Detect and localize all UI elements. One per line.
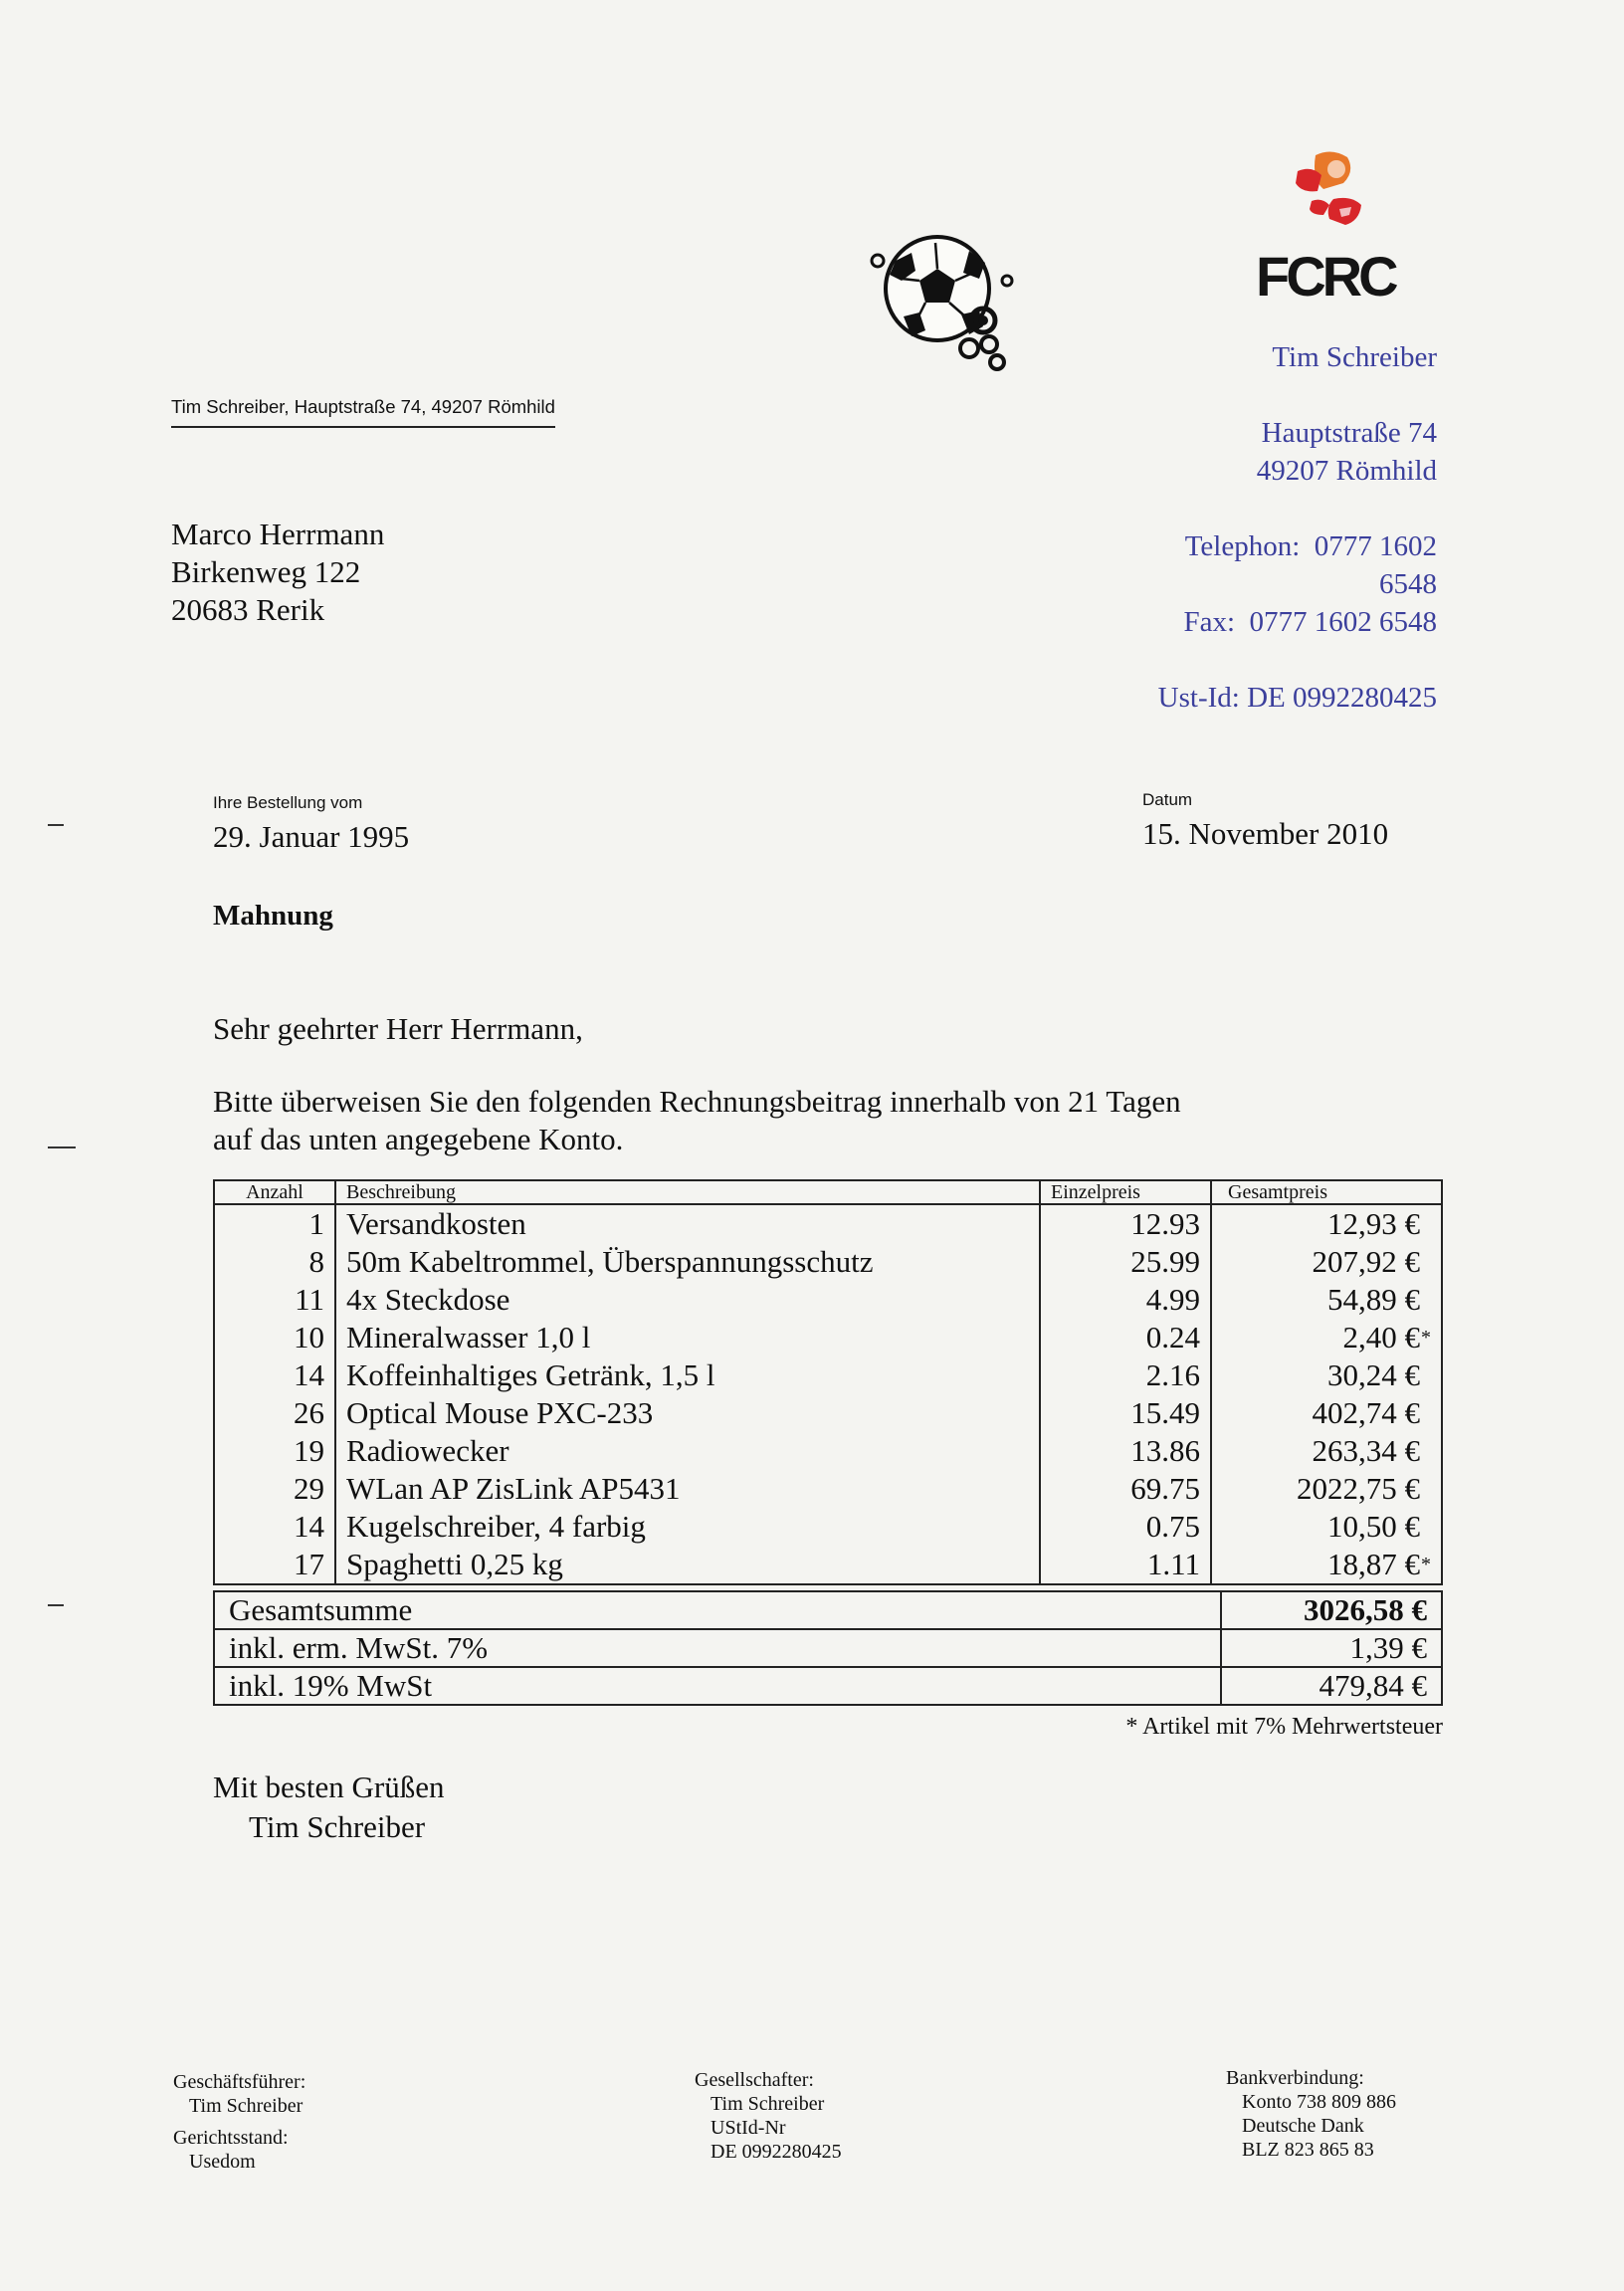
table-row <box>214 1470 1442 1508</box>
item-unit-price <box>1040 1508 1211 1546</box>
item-unit-price-text: 12.93 <box>1130 1206 1200 1241</box>
item-total-price <box>1211 1204 1442 1243</box>
item-qty-text: 1 <box>308 1206 324 1241</box>
item-qty <box>214 1546 335 1584</box>
item-total-price <box>1211 1394 1442 1432</box>
item-description-text: Koffeinhaltiges Getränk, 1,5 l <box>346 1357 715 1392</box>
footer-management <box>173 2070 305 2174</box>
item-description <box>335 1243 1040 1281</box>
item-unit-price <box>1040 1432 1211 1470</box>
col-header-desc: Beschreibung <box>335 1180 1040 1204</box>
item-description-text: 50m Kabeltrommel, Überspannungsschutz <box>346 1244 874 1279</box>
totals-table <box>213 1590 1443 1706</box>
sender-fax <box>1158 603 1437 641</box>
item-unit-price-text: 13.86 <box>1130 1433 1200 1468</box>
ustid-value: DE 0992280425 <box>710 2141 842 2163</box>
item-total-price <box>1211 1356 1442 1394</box>
item-total-price <box>1211 1470 1442 1508</box>
item-unit-price-text: 69.75 <box>1130 1471 1200 1506</box>
sender-phone <box>1158 527 1437 565</box>
vat7-value: 1,39 € <box>1221 1629 1442 1667</box>
company-logo <box>1252 149 1417 309</box>
footer-bank <box>1226 2066 1396 2162</box>
vat-footnote: * Artikel mit 7% Mehrwertsteuer <box>1125 1714 1443 1740</box>
item-unit-price <box>1040 1319 1211 1356</box>
order-date: 29. Januar 1995 <box>213 819 410 854</box>
sender-address-block <box>1158 338 1437 717</box>
sender-city: 49207 Römhild <box>1256 455 1437 487</box>
item-description <box>335 1470 1040 1508</box>
item-description-text: WLan AP ZisLink AP5431 <box>346 1471 681 1506</box>
item-total-price <box>1211 1319 1442 1356</box>
vat19-label: inkl. 19% MwSt <box>214 1667 1221 1705</box>
item-description <box>335 1432 1040 1470</box>
item-total-price-text: 12,93 € <box>1327 1206 1420 1241</box>
letter-date: 15. November 2010 <box>1142 816 1389 851</box>
sum-value: 3026,58 € <box>1221 1591 1442 1629</box>
court-label: Gerichtsstand: <box>173 2127 289 2149</box>
bank-account: Konto 738 809 886 <box>1242 2091 1396 2113</box>
sender-name: Tim Schreiber <box>1272 341 1437 373</box>
vat7-row <box>214 1629 1442 1667</box>
table-header-row <box>214 1180 1442 1204</box>
item-qty <box>214 1470 335 1508</box>
bank-name: Deutsche Dank <box>1242 2115 1364 2137</box>
body-line-1: Bitte überweisen Sie den folgenden Rechnungsbeitrag innerhalb von 21 Tagen <box>213 1084 1181 1119</box>
item-qty-text: 26 <box>294 1395 324 1430</box>
item-description-text: Optical Mouse PXC-233 <box>346 1395 654 1430</box>
item-description <box>335 1281 1040 1319</box>
col-header-qty: Anzahl <box>214 1180 335 1204</box>
order-date-label: Ihre Bestellung vom <box>213 793 363 812</box>
table-row <box>214 1243 1442 1281</box>
vat7-label: inkl. erm. MwSt. 7% <box>214 1629 1221 1667</box>
court-value: Usedom <box>189 2151 256 2173</box>
item-total-price-text: 263,34 € <box>1312 1433 1420 1468</box>
vat-star-marker: * <box>1421 1554 1431 1575</box>
item-total-price-text: 30,24 € <box>1327 1357 1420 1392</box>
item-qty-text: 19 <box>294 1433 324 1468</box>
item-unit-price <box>1040 1394 1211 1432</box>
sender-street: Hauptstraße 74 <box>1261 417 1437 449</box>
phone-label: Telephon: <box>1184 530 1301 562</box>
item-total-price <box>1211 1281 1442 1319</box>
phone-value-1: 0777 1602 <box>1314 530 1437 562</box>
date-label: Datum <box>1142 790 1193 809</box>
item-qty-text: 11 <box>295 1282 324 1317</box>
item-description <box>335 1204 1040 1243</box>
logo-text: FCRC <box>1256 245 1395 308</box>
item-qty <box>214 1394 335 1432</box>
item-qty-text: 14 <box>294 1357 324 1392</box>
item-qty-text: 10 <box>294 1320 324 1354</box>
item-total-price-text: 207,92 € <box>1312 1244 1420 1279</box>
item-unit-price-text: 15.49 <box>1130 1395 1200 1430</box>
ceo-name: Tim Schreiber <box>189 2095 304 2117</box>
vat19-value: 479,84 € <box>1221 1667 1442 1705</box>
recipient-name: Marco Herrmann <box>171 517 385 551</box>
sender-ustid <box>1158 679 1437 717</box>
item-total-price-text: 402,74 € <box>1312 1395 1420 1430</box>
item-total-price <box>1211 1508 1442 1546</box>
closing: Mit besten Grüßen <box>213 1770 445 1804</box>
ustid-label: UStId-Nr <box>710 2117 786 2139</box>
table-row <box>214 1394 1442 1432</box>
item-total-price-text: 54,89 € <box>1327 1282 1420 1317</box>
partner-label: Gesellschafter: <box>695 2069 814 2091</box>
item-description <box>335 1319 1040 1356</box>
signature: Tim Schreiber <box>249 1809 426 1844</box>
letter-subject: Mahnung <box>213 900 333 932</box>
table-row <box>214 1319 1442 1356</box>
recipient-street: Birkenweg 122 <box>171 554 361 589</box>
recipient-address <box>171 516 384 629</box>
item-qty <box>214 1432 335 1470</box>
ust-label: Ust-Id: <box>1157 682 1240 714</box>
item-total-price-text: 2022,75 € <box>1297 1471 1420 1506</box>
fax-value: 0777 1602 6548 <box>1249 606 1437 638</box>
item-unit-price-text: 4.99 <box>1145 1282 1200 1317</box>
item-unit-price <box>1040 1546 1211 1584</box>
item-description <box>335 1356 1040 1394</box>
table-row <box>214 1432 1442 1470</box>
item-description-text: Versandkosten <box>346 1206 526 1241</box>
item-description-text: Mineralwasser 1,0 l <box>346 1320 591 1354</box>
body-text <box>213 1083 1181 1158</box>
ust-value: DE 0992280425 <box>1247 682 1437 714</box>
col-header-total: Gesamtpreis <box>1211 1180 1442 1204</box>
item-total-price <box>1211 1546 1442 1584</box>
item-qty-text: 14 <box>294 1509 324 1544</box>
item-qty-text: 17 <box>294 1547 324 1581</box>
table-row <box>214 1356 1442 1394</box>
item-unit-price-text: 1.11 <box>1146 1547 1200 1581</box>
phone-value-2: 6548 <box>1379 568 1437 600</box>
item-total-price <box>1211 1432 1442 1470</box>
vat19-row <box>214 1667 1442 1705</box>
item-description <box>335 1394 1040 1432</box>
return-address: Tim Schreiber, Hauptstraße 74, 49207 Römhild <box>171 396 555 428</box>
partner-name: Tim Schreiber <box>710 2093 825 2115</box>
item-description <box>335 1508 1040 1546</box>
vat-star-marker: * <box>1421 1327 1431 1349</box>
table-row <box>214 1204 1442 1243</box>
item-description-text: Kugelschreiber, 4 farbig <box>346 1509 646 1544</box>
soccer-ball-illustration <box>866 221 1025 380</box>
item-description <box>335 1546 1040 1584</box>
item-qty <box>214 1356 335 1394</box>
item-unit-price <box>1040 1243 1211 1281</box>
footer-partners <box>695 2068 842 2164</box>
item-qty <box>214 1319 335 1356</box>
salutation: Sehr geehrter Herr Herrmann, <box>213 1011 583 1046</box>
total-row <box>214 1591 1442 1629</box>
item-unit-price <box>1040 1356 1211 1394</box>
item-qty <box>214 1281 335 1319</box>
table-row <box>214 1546 1442 1584</box>
recipient-city: 20683 Rerik <box>171 592 325 627</box>
item-qty-text: 29 <box>294 1471 324 1506</box>
table-row <box>214 1508 1442 1546</box>
item-qty <box>214 1508 335 1546</box>
bank-blz: BLZ 823 865 83 <box>1242 2139 1374 2161</box>
item-description-text: Spaghetti 0,25 kg <box>346 1547 563 1581</box>
ceo-label: Geschäftsführer: <box>173 2071 306 2093</box>
punch-mark <box>48 1146 76 1148</box>
body-line-2: auf das unten angegebene Konto. <box>213 1122 624 1156</box>
items-table <box>213 1179 1443 1585</box>
table-row <box>214 1281 1442 1319</box>
item-unit-price <box>1040 1281 1211 1319</box>
item-description-text: Radiowecker <box>346 1433 509 1468</box>
item-unit-price-text: 0.24 <box>1145 1320 1200 1354</box>
item-total-price <box>1211 1243 1442 1281</box>
item-unit-price-text: 2.16 <box>1145 1357 1200 1392</box>
col-header-unit: Einzelpreis <box>1040 1180 1211 1204</box>
item-total-price-text: 10,50 € <box>1327 1509 1420 1544</box>
fold-mark-bottom <box>48 1604 64 1606</box>
fax-label: Fax: <box>1183 606 1235 638</box>
item-qty-text: 8 <box>308 1244 324 1279</box>
item-qty <box>214 1204 335 1243</box>
item-unit-price-text: 25.99 <box>1130 1244 1200 1279</box>
item-qty <box>214 1243 335 1281</box>
bank-label: Bankverbindung: <box>1226 2067 1364 2089</box>
item-unit-price <box>1040 1470 1211 1508</box>
item-unit-price <box>1040 1204 1211 1243</box>
fold-mark-top <box>48 824 64 826</box>
item-total-price-text: 18,87 € <box>1327 1547 1420 1581</box>
item-total-price-text: 2,40 € <box>1342 1320 1420 1354</box>
sum-label: Gesamtsumme <box>214 1591 1221 1629</box>
item-unit-price-text: 0.75 <box>1145 1509 1200 1544</box>
item-description-text: 4x Steckdose <box>346 1282 510 1317</box>
